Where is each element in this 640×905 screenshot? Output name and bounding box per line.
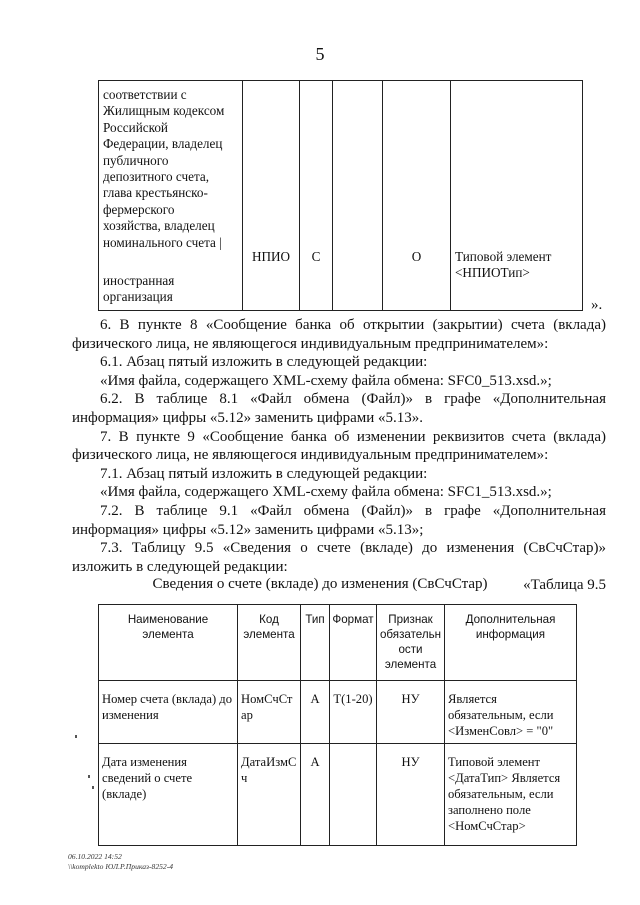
element-name-line: Российской bbox=[103, 119, 168, 135]
element-name-line: публичного bbox=[103, 152, 169, 168]
amendment-text bbox=[72, 316, 606, 595]
row-type: А bbox=[301, 681, 330, 744]
header-format bbox=[330, 605, 377, 681]
scan-speck bbox=[92, 786, 94, 789]
scan-speck bbox=[88, 775, 90, 778]
element-name-lines bbox=[103, 87, 238, 251]
element-name-line: фермерского bbox=[103, 201, 175, 217]
row-element-name: Номер счета (вклада) до изменения bbox=[99, 681, 238, 744]
paragraph: «Имя файла, содержащего XML-схему файла обмена: SFC0_513.xsd.»; bbox=[100, 372, 552, 389]
document-path: \\komplekto ЮЛ.Р.Приказ-8252-4 bbox=[68, 861, 174, 871]
row-element-code: ДатаИзмС ч bbox=[238, 744, 301, 846]
element-requirement-cell: О bbox=[383, 81, 451, 311]
paragraph: 7.1. Абзац пятый изложить в следующей редакции: bbox=[100, 465, 428, 482]
paragraph: «Таблица 9.5 bbox=[523, 577, 606, 594]
row-element-name: Дата изменения сведений о счете (вкладе) bbox=[99, 744, 238, 846]
element-info-cell: Типовой элемент <НПИОТип> bbox=[451, 81, 583, 311]
header-element-code bbox=[238, 605, 301, 681]
header-label: Признак обязательн ости элемента bbox=[379, 613, 442, 671]
print-footer bbox=[68, 852, 173, 871]
header-label: Тип bbox=[305, 613, 325, 626]
row-additional-info: Является обязательным, если <ИзменСовл> = "0" bbox=[445, 681, 577, 744]
header-element-name bbox=[99, 605, 238, 681]
element-name-line: номинального счета | bbox=[103, 234, 222, 250]
header-additional-info bbox=[445, 605, 577, 681]
row-element-code: НомСчСт ар bbox=[238, 681, 301, 744]
account-details-table bbox=[98, 604, 577, 846]
element-name-line: депозитного счета, bbox=[103, 169, 210, 185]
paragraph: 6. В пункте 8 «Сообщение банка об открытии (закрытии) счета (вклада) физического лица, не являющегося индивидуальным предпринимателем»: bbox=[72, 317, 606, 352]
print-timestamp: 06.10.2022 14:52 bbox=[68, 852, 122, 861]
element-format-cell bbox=[333, 81, 383, 311]
element-type-cell: С bbox=[300, 81, 333, 311]
row-requirement: НУ bbox=[377, 681, 445, 744]
row-type: А bbox=[301, 744, 330, 846]
table-row bbox=[99, 81, 583, 311]
row-additional-info: Типовой элемент <ДатаТип> Является обязательным, если заполнено поле <НомСчСтар> bbox=[445, 744, 577, 846]
element-name-line: Жилищным кодексом bbox=[103, 103, 225, 119]
paragraph: 6.1. Абзац пятый изложить в следующей редакции: bbox=[100, 354, 428, 371]
element-code-cell: НПИО bbox=[243, 81, 300, 311]
table-row bbox=[99, 744, 577, 846]
row-format: Т(1-20) bbox=[330, 681, 377, 744]
page-number: 5 bbox=[315, 44, 325, 64]
table-title: Сведения о счете (вкладе) до изменения (СвСчСтар) bbox=[152, 576, 488, 592]
element-name-cell bbox=[99, 81, 243, 311]
paragraph: 7.3. Таблицу 9.5 «Сведения о счете (вкладе) до изменения (СвСчСтар)» изложить в следующей редакции: bbox=[72, 540, 606, 575]
row-format bbox=[330, 744, 377, 846]
header-label: Код элемента bbox=[243, 613, 295, 641]
header-requirement bbox=[377, 605, 445, 681]
header-label: Наименование элемента bbox=[127, 613, 209, 641]
row-requirement: НУ bbox=[377, 744, 445, 846]
closing-quote: ». bbox=[591, 297, 603, 313]
header-type bbox=[301, 605, 330, 681]
scan-speck bbox=[75, 735, 77, 738]
paragraph: «Имя файла, содержащего XML-схему файла обмена: SFC1_513.xsd.»; bbox=[100, 484, 552, 501]
element-name-line: соответствии с bbox=[103, 87, 187, 102]
paragraph: 6.2. В таблице 8.1 «Файл обмена (Файл)» в графе «Дополнительная информация» цифры «5.12» заменить цифрами «5.13». bbox=[72, 391, 606, 426]
element-name-line: глава крестьянско- bbox=[103, 185, 208, 201]
paragraph: 7.2. В таблице 9.1 «Файл обмена (Файл)» в графе «Дополнительная информация» цифры «5.12» заменить цифрами «5.13»; bbox=[72, 502, 606, 538]
element-name-tail: иностранная организация bbox=[103, 273, 175, 305]
table-row bbox=[99, 681, 577, 744]
paragraph: 7. В пункте 9 «Сообщение банка об изменении реквизитов счета (вклада) физического лица, не являющегося индивидуальным предпринимателем»: bbox=[72, 428, 606, 464]
header-label: Формат bbox=[332, 613, 374, 626]
table-header-row bbox=[99, 605, 577, 681]
element-name-line: хозяйства, владелец bbox=[103, 218, 215, 234]
continuation-table bbox=[98, 80, 583, 311]
element-name-line: Федерации, владелец bbox=[103, 136, 223, 152]
header-label: Дополнительная информация bbox=[465, 613, 556, 641]
